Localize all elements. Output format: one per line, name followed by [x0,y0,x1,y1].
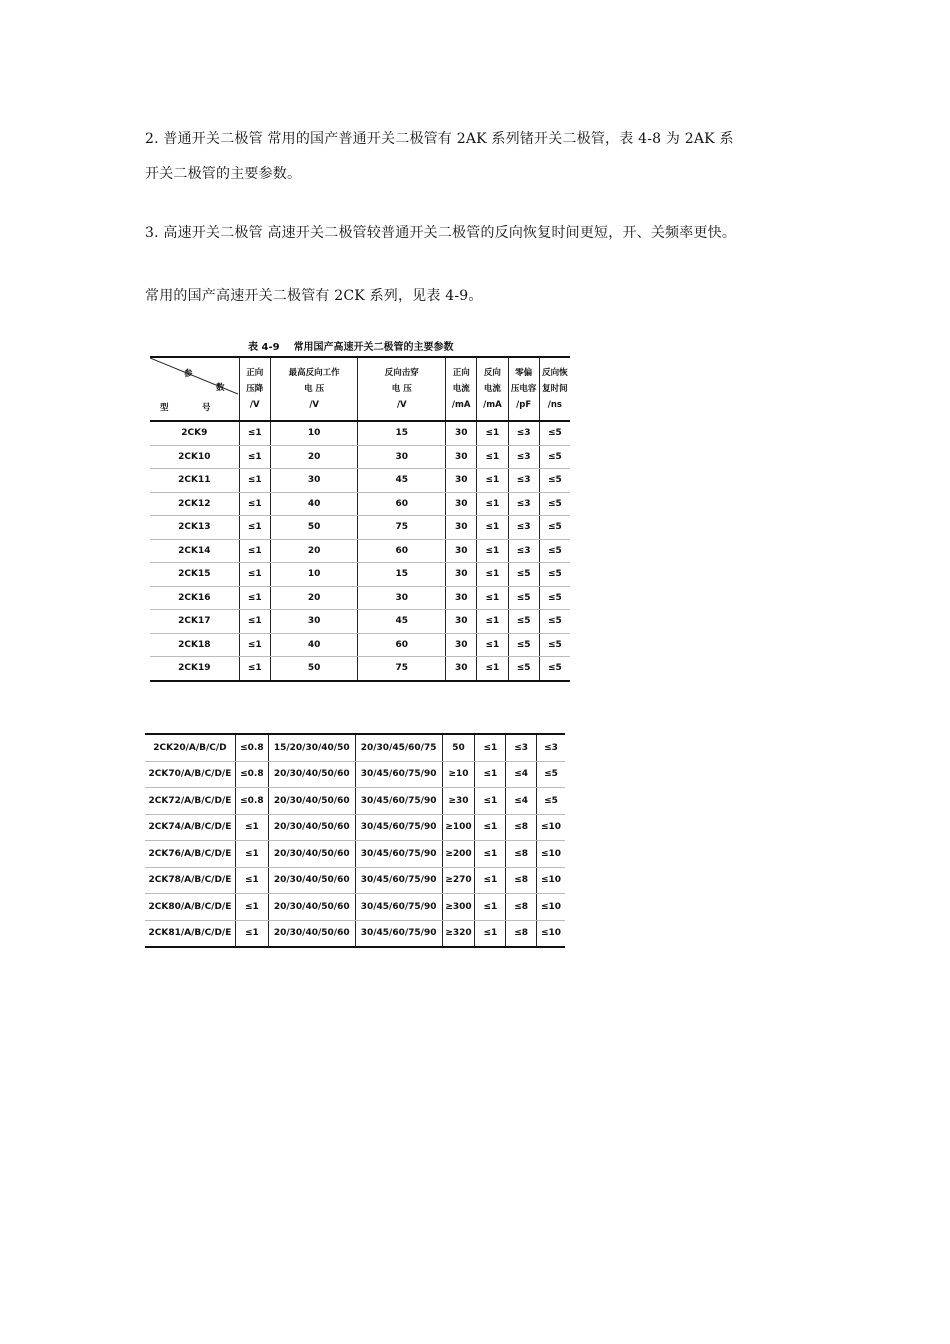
value-cell: ≤1 [477,469,508,493]
value-cell: ≤5 [508,563,539,587]
model-cell: 2CK10 [150,445,239,469]
value-cell: ≤1 [477,539,508,563]
value-cell: ≤1 [477,516,508,540]
value-cell: ≤5 [539,492,570,516]
value-cell: ≤10 [537,814,565,841]
value-cell: ≤1 [235,894,268,921]
value-cell: ≤1 [239,563,270,587]
value-cell: ≤5 [537,761,565,788]
value-cell: ≤5 [539,445,570,469]
table-row [145,761,565,788]
model-cell: 2CK74/A/B/C/D/E [145,814,235,841]
model-cell: 2CK15 [150,563,239,587]
value-cell: ≤1 [239,492,270,516]
model-cell: 2CK19 [150,657,239,681]
value-cell: ≤1 [475,867,506,894]
value-cell: ≤3 [537,734,565,761]
value-cell: ≤1 [477,445,508,469]
value-cell: 30 [446,421,477,445]
value-cell: 20 [270,539,358,563]
table-row [145,894,565,921]
table-header-row [150,357,570,421]
paragraph-normal-switch-diode-cont: 开关二极管的主要参数。 [145,166,302,182]
value-cell: ≤1 [477,492,508,516]
value-cell: ≤8 [506,867,537,894]
value-cell: ≥200 [442,841,475,868]
model-cell: 2CK18 [150,633,239,657]
value-cell: 50 [442,734,475,761]
value-cell: 30 [358,445,446,469]
value-cell: 30/45/60/75/90 [355,920,442,947]
value-cell: ≤5 [508,610,539,634]
model-cell: 2CK78/A/B/C/D/E [145,867,235,894]
value-cell: ≥270 [442,867,475,894]
value-cell: ≤5 [539,539,570,563]
value-cell: ≤10 [537,867,565,894]
value-cell: ≤5 [539,610,570,634]
value-cell: ≤10 [537,894,565,921]
value-cell: 20/30/40/50/60 [268,867,355,894]
value-cell: 20/30/40/50/60 [268,814,355,841]
value-cell: 10 [270,421,358,445]
value-cell: 20/30/40/50/60 [268,920,355,947]
table-row [150,563,570,587]
value-cell: ≤1 [239,586,270,610]
model-cell: 2CK11 [150,469,239,493]
value-cell: ≤1 [477,421,508,445]
value-cell: ≤5 [537,788,565,815]
value-cell: ≥300 [442,894,475,921]
value-cell: ≤5 [508,586,539,610]
value-cell: ≥30 [442,788,475,815]
value-cell: 30 [270,469,358,493]
table-row [150,516,570,540]
value-cell: ≤1 [475,761,506,788]
value-cell: 30 [446,492,477,516]
table-row [150,445,570,469]
value-cell: ≤1 [475,894,506,921]
value-cell: 75 [358,516,446,540]
corner-label: 参 [184,369,193,379]
value-cell: ≤3 [508,516,539,540]
value-cell: ≤1 [477,633,508,657]
value-cell: ≤8 [506,814,537,841]
value-cell: ≤3 [508,492,539,516]
table-row [145,814,565,841]
table-row [150,469,570,493]
value-cell: ≤3 [506,734,537,761]
value-cell: ≤10 [537,841,565,868]
value-cell: ≤5 [508,657,539,681]
value-cell: ≤4 [506,788,537,815]
value-cell: ≤1 [477,657,508,681]
value-cell: ≤1 [239,633,270,657]
value-cell: ≤1 [475,920,506,947]
value-cell: ≤1 [477,563,508,587]
value-cell: 30/45/60/75/90 [355,894,442,921]
value-cell: ≤0.8 [235,761,268,788]
value-cell: 30/45/60/75/90 [355,841,442,868]
value-cell: ≤0.8 [235,788,268,815]
value-cell: 30 [446,586,477,610]
value-cell: ≤1 [239,516,270,540]
model-cell: 2CK81/A/B/C/D/E [145,920,235,947]
value-cell: 20/30/40/50/60 [268,761,355,788]
value-cell: 45 [358,469,446,493]
table-row [145,788,565,815]
value-cell: ≤5 [539,421,570,445]
value-cell: ≤1 [477,586,508,610]
value-cell: ≤4 [506,761,537,788]
header-reverse-current: 反向 电流 /mA [477,357,508,421]
value-cell: ≤8 [506,920,537,947]
value-cell: 30 [446,516,477,540]
value-cell: 30 [446,657,477,681]
value-cell: 75 [358,657,446,681]
value-cell: 20 [270,586,358,610]
value-cell: 50 [270,516,358,540]
value-cell: 30/45/60/75/90 [355,761,442,788]
header-forward-voltage: 正向 压降 /V [239,357,270,421]
table-row [150,492,570,516]
value-cell: ≤1 [239,445,270,469]
table-row [150,610,570,634]
parameter-table-upper [150,356,570,682]
value-cell: ≤1 [475,814,506,841]
value-cell: ≤1 [239,610,270,634]
value-cell: 60 [358,539,446,563]
paragraph-normal-switch-diode: 2. 普通开关二极管 常用的国产普通开关二极管有 2AK 系列锗开关二极管，表 4-8 为 2AK 系 [145,131,734,147]
table-row [150,657,570,681]
value-cell: ≤5 [539,516,570,540]
table-body-lower [145,734,565,947]
value-cell: 30 [446,539,477,563]
value-cell: ≤1 [239,421,270,445]
header-breakdown-voltage: 反向击穿 电 压 /V [358,357,446,421]
value-cell: ≤1 [235,841,268,868]
model-cell: 2CK13 [150,516,239,540]
value-cell: ≥320 [442,920,475,947]
value-cell: ≤5 [539,586,570,610]
value-cell: ≤1 [239,469,270,493]
table-row [150,421,570,445]
value-cell: 40 [270,492,358,516]
value-cell: ≤1 [235,814,268,841]
value-cell: ≤8 [506,894,537,921]
value-cell: 30 [270,610,358,634]
value-cell: ≤1 [475,788,506,815]
value-cell: 30/45/60/75/90 [355,867,442,894]
value-cell: 10 [270,563,358,587]
table-number: 表 4-9 [248,342,280,353]
value-cell: ≤3 [508,469,539,493]
model-cell: 2CK72/A/B/C/D/E [145,788,235,815]
header-zero-bias-capacitance: 零偏 压电容 /pF [508,357,539,421]
header-forward-current: 正向 电流 /mA [446,357,477,421]
value-cell: 60 [358,492,446,516]
diagonal-header-cell [150,357,239,421]
paragraph-high-speed-switch-diode: 3. 高速开关二极管 高速开关二极管较普通开关二极管的反向恢复时间更短，开、关频率更快。 [145,225,737,241]
table-row [145,867,565,894]
table-row [150,539,570,563]
value-cell: ≤5 [539,469,570,493]
table-body-upper [150,421,570,681]
value-cell: 60 [358,633,446,657]
model-cell: 2CK9 [150,421,239,445]
value-cell: ≤5 [539,657,570,681]
value-cell: 15/20/30/40/50 [268,734,355,761]
value-cell: 20/30/40/50/60 [268,788,355,815]
value-cell: ≤1 [477,610,508,634]
table-row [145,734,565,761]
value-cell: ≤3 [508,539,539,563]
value-cell: 15 [358,421,446,445]
value-cell: 20/30/40/50/60 [268,841,355,868]
header-max-reverse-voltage: 最高反向工作 电 压 /V [270,357,358,421]
value-cell: ≤5 [539,633,570,657]
value-cell: ≥10 [442,761,475,788]
value-cell: 50 [270,657,358,681]
value-cell: 30/45/60/75/90 [355,814,442,841]
model-cell: 2CK20/A/B/C/D [145,734,235,761]
value-cell: ≤5 [508,633,539,657]
paragraph-2ck-series: 常用的国产高速开关二极管有 2CK 系列，见表 4-9。 [145,288,483,304]
table-caption [248,338,468,353]
value-cell: ≤1 [235,867,268,894]
value-cell: 45 [358,610,446,634]
value-cell: 30/45/60/75/90 [355,788,442,815]
value-cell: ≤3 [508,421,539,445]
value-cell: 40 [270,633,358,657]
value-cell: 30 [446,445,477,469]
value-cell: ≤1 [475,841,506,868]
table-row [145,841,565,868]
header-reverse-recovery-time: 反向恢 复时间 /ns [539,357,570,421]
table-row [145,920,565,947]
table-row [150,586,570,610]
model-cell: 2CK14 [150,539,239,563]
value-cell: 30 [446,633,477,657]
model-cell: 2CK76/A/B/C/D/E [145,841,235,868]
corner-label: 型 [160,403,169,413]
value-cell: 20 [270,445,358,469]
value-cell: 30 [446,610,477,634]
value-cell: ≥100 [442,814,475,841]
model-cell: 2CK70/A/B/C/D/E [145,761,235,788]
value-cell: ≤1 [239,657,270,681]
corner-label: 数 [216,383,225,393]
table-title: 常用国产高速开关二极管的主要参数 [293,342,454,353]
model-cell: 2CK80/A/B/C/D/E [145,894,235,921]
value-cell: 15 [358,563,446,587]
value-cell: ≤1 [239,539,270,563]
value-cell: ≤1 [235,920,268,947]
value-cell: 30 [446,563,477,587]
value-cell: 20/30/45/60/75 [355,734,442,761]
table-row [150,633,570,657]
model-cell: 2CK17 [150,610,239,634]
model-cell: 2CK12 [150,492,239,516]
value-cell: 30 [358,586,446,610]
model-cell: 2CK16 [150,586,239,610]
value-cell: 20/30/40/50/60 [268,894,355,921]
value-cell: ≤3 [508,445,539,469]
value-cell: ≤0.8 [235,734,268,761]
value-cell: ≤8 [506,841,537,868]
corner-label: 号 [202,403,211,413]
value-cell: 30 [446,469,477,493]
value-cell: ≤5 [539,563,570,587]
parameter-table-lower [145,733,565,948]
value-cell: ≤1 [475,734,506,761]
value-cell: ≤10 [537,920,565,947]
